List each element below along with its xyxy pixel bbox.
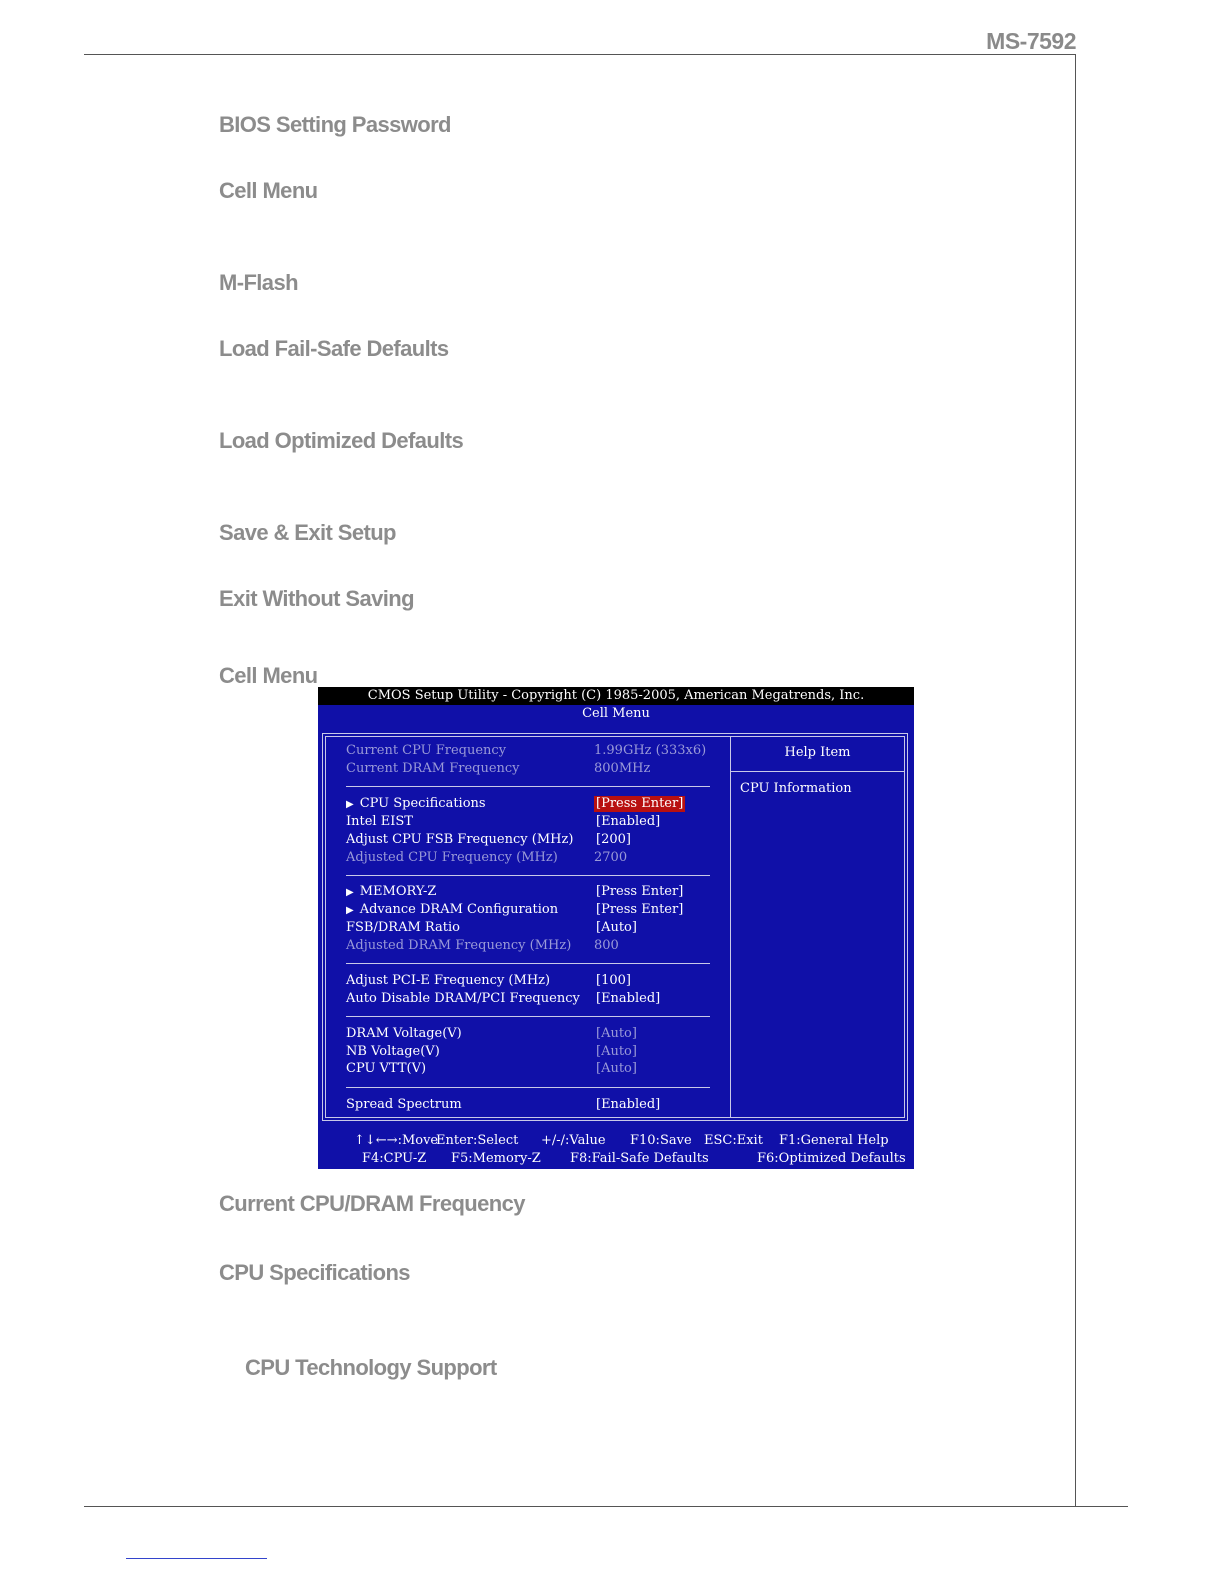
bios-row-value[interactable]: [Auto] bbox=[596, 1026, 637, 1041]
key-hint-value: +/-/:Value bbox=[541, 1133, 606, 1148]
bios-screenshot bbox=[318, 687, 914, 1169]
bios-row-label: CPU VTT(V) bbox=[346, 1061, 427, 1076]
heading-cell-menu: Cell Menu bbox=[219, 178, 318, 203]
bios-row-label bbox=[346, 883, 436, 902]
bios-row-label-text: CPU Specifications bbox=[359, 796, 486, 811]
submenu-arrow-icon: ▶ bbox=[346, 905, 354, 916]
bios-row-label: Adjust CPU FSB Frequency (MHz) bbox=[346, 832, 574, 847]
bios-row-value: 2700 bbox=[594, 850, 628, 865]
bios-row-value: 800MHz bbox=[594, 761, 651, 776]
help-title-separator bbox=[731, 771, 904, 772]
key-hint-select: Enter:Select bbox=[436, 1133, 519, 1148]
heading-cpu-specifications: CPU Specifications bbox=[219, 1260, 410, 1285]
bios-row-label bbox=[346, 795, 486, 814]
bios-title-bar: CMOS Setup Utility - Copyright (C) 1985-2005, American Megatrends, Inc. bbox=[318, 687, 914, 705]
model-number: MS-7592 bbox=[986, 28, 1076, 54]
heading-cell-menu-section: Cell Menu bbox=[219, 663, 318, 688]
bios-row-label: Adjusted CPU Frequency (MHz) bbox=[346, 850, 558, 865]
heading-cpu-technology-support: CPU Technology Support bbox=[245, 1355, 497, 1380]
bios-menu-title: Cell Menu bbox=[582, 706, 650, 721]
help-item-title: Help Item bbox=[784, 745, 851, 760]
bios-row-value[interactable]: [Auto] bbox=[596, 920, 637, 935]
bios-separator bbox=[346, 963, 710, 964]
bios-row-value[interactable]: [Press Enter] bbox=[596, 902, 684, 917]
bios-row-label: Auto Disable DRAM/PCI Frequency bbox=[346, 991, 580, 1006]
bios-row-label: Spread Spectrum bbox=[346, 1097, 462, 1112]
bios-separator bbox=[346, 875, 710, 876]
bios-row-value[interactable]: [100] bbox=[596, 973, 631, 988]
bios-inner-frame bbox=[325, 736, 905, 1118]
key-hint-move: ↑↓←→:Move bbox=[354, 1133, 439, 1148]
right-margin-rule bbox=[1075, 54, 1076, 1506]
bios-row-value[interactable]: [Enabled] bbox=[596, 991, 661, 1006]
bios-row-value[interactable]: [Enabled] bbox=[596, 1097, 661, 1112]
submenu-arrow-icon: ▶ bbox=[346, 887, 354, 898]
bios-row-value[interactable]: [Press Enter] bbox=[596, 796, 684, 811]
heading-load-optimized-defaults: Load Optimized Defaults bbox=[219, 428, 464, 453]
bios-row-label: Adjusted DRAM Frequency (MHz) bbox=[346, 938, 572, 953]
bios-row-label: Adjust PCI-E Frequency (MHz) bbox=[346, 973, 551, 988]
bios-row-label bbox=[346, 901, 558, 920]
key-hint-memory-z: F5:Memory-Z bbox=[451, 1151, 541, 1166]
bios-row-value[interactable]: [Enabled] bbox=[596, 814, 661, 829]
key-hint-save: F10:Save bbox=[630, 1133, 692, 1148]
bios-separator bbox=[346, 1087, 710, 1088]
bios-row-value[interactable]: [Auto] bbox=[596, 1044, 637, 1059]
heading-bios-setting-password: BIOS Setting Password bbox=[219, 112, 451, 137]
bios-row-label-text: MEMORY-Z bbox=[359, 884, 437, 899]
top-rule bbox=[84, 54, 1075, 55]
bios-row-value[interactable]: [200] bbox=[596, 832, 631, 847]
heading-load-fail-safe-defaults: Load Fail-Safe Defaults bbox=[219, 336, 449, 361]
key-hint-optimized-defaults: F6:Optimized Defaults bbox=[757, 1151, 906, 1166]
bios-separator bbox=[346, 1016, 710, 1017]
help-panel-divider bbox=[730, 737, 731, 1117]
bios-row-value: 1.99GHz (333x6) bbox=[594, 743, 707, 758]
bios-row-label: NB Voltage(V) bbox=[346, 1044, 440, 1059]
heading-current-cpu-dram-frequency: Current CPU/DRAM Frequency bbox=[219, 1191, 525, 1216]
bios-row-label: DRAM Voltage(V) bbox=[346, 1026, 462, 1041]
submenu-arrow-icon: ▶ bbox=[346, 799, 354, 810]
bios-row-label: Current CPU Frequency bbox=[346, 743, 507, 758]
bios-separator bbox=[346, 786, 710, 787]
bios-row-label: Current DRAM Frequency bbox=[346, 761, 520, 776]
bios-row-value[interactable]: [Auto] bbox=[596, 1061, 637, 1076]
heading-m-flash: M-Flash bbox=[219, 270, 298, 295]
bios-row-label: Intel EIST bbox=[346, 814, 413, 829]
key-hint-fail-safe-defaults: F8:Fail-Safe Defaults bbox=[570, 1151, 709, 1166]
footer-link-underline bbox=[126, 1558, 267, 1559]
key-hint-cpu-z: F4:CPU-Z bbox=[362, 1151, 427, 1166]
bios-row-label: FSB/DRAM Ratio bbox=[346, 920, 460, 935]
bios-row-label-text: Advance DRAM Configuration bbox=[359, 902, 559, 917]
bottom-rule bbox=[84, 1506, 1128, 1507]
key-hint-general-help: F1:General Help bbox=[779, 1133, 889, 1148]
bios-row-value: 800 bbox=[594, 938, 619, 953]
help-item-text: CPU Information bbox=[740, 781, 852, 796]
key-hint-exit: ESC:Exit bbox=[704, 1133, 763, 1148]
bios-row-value[interactable]: [Press Enter] bbox=[596, 884, 684, 899]
bios-content-frame bbox=[322, 733, 908, 1121]
heading-exit-without-saving: Exit Without Saving bbox=[219, 586, 414, 611]
heading-save-exit-setup: Save & Exit Setup bbox=[219, 520, 396, 545]
